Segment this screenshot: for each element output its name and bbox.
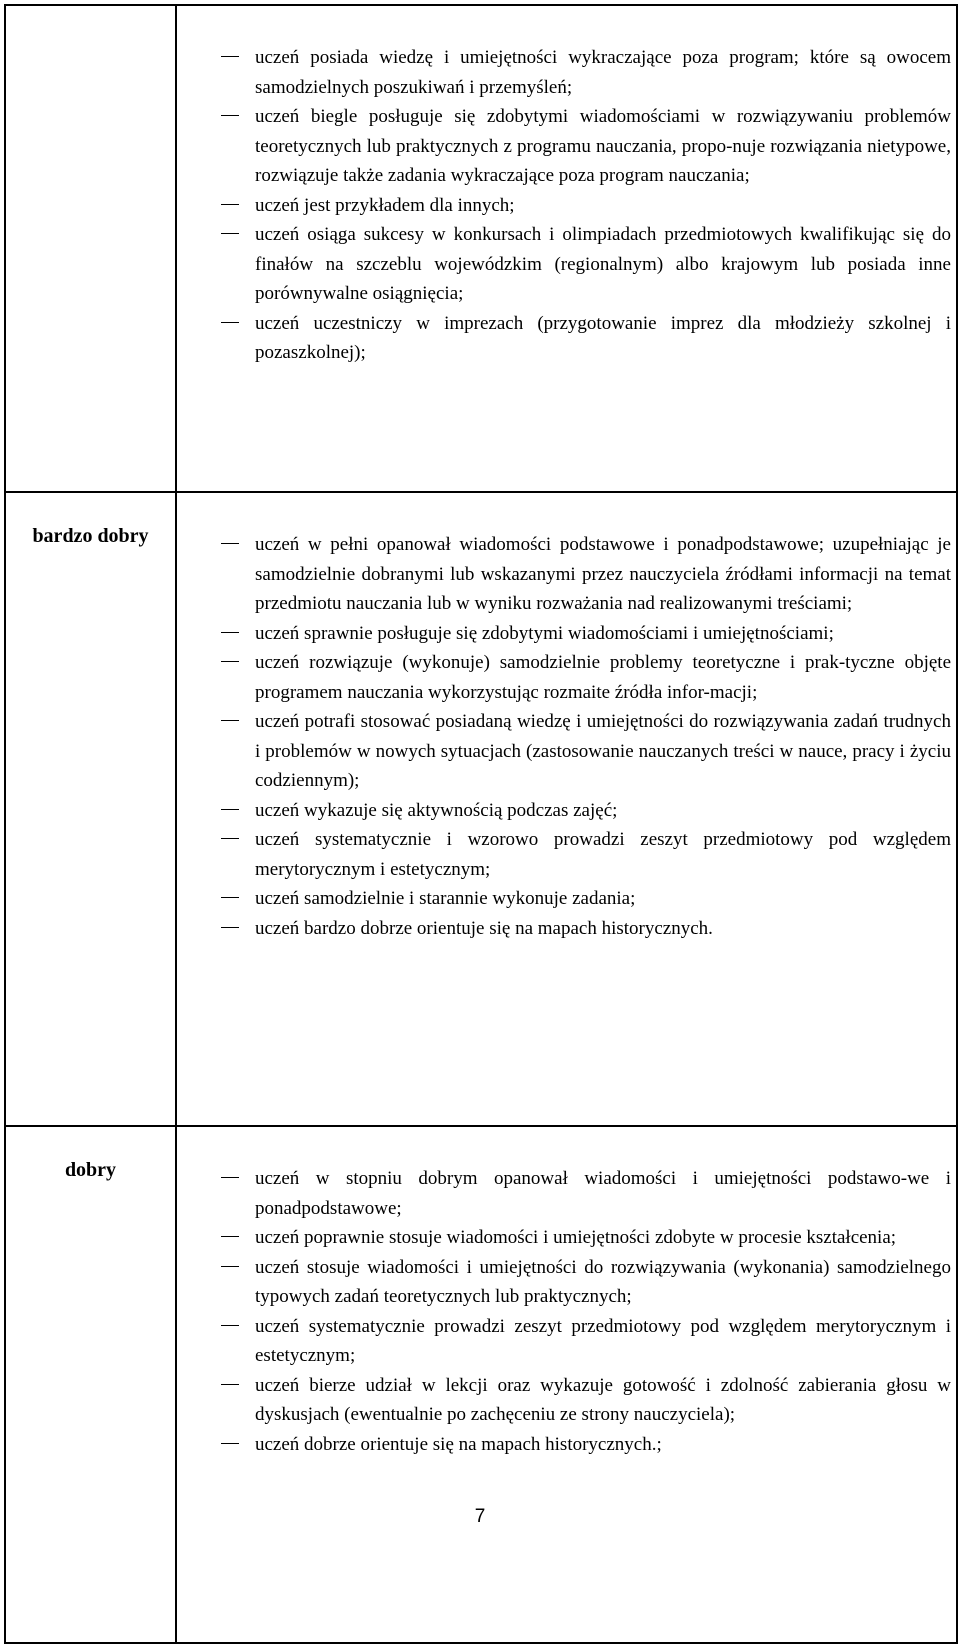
criteria-list xyxy=(177,530,951,943)
dash-bullet-icon xyxy=(221,530,239,560)
dash-bullet-icon xyxy=(221,825,239,855)
criteria-text: uczeń poprawnie stosuje wiadomości i umiejętności zdobyte w procesie kształcenia; xyxy=(255,1227,897,1248)
criteria-item xyxy=(177,1223,951,1253)
criteria-text: uczeń w pełni opanował wiadomości podstawowe i ponadpodstawowe; uzupełniając je samodzielnie dobranymi lub wskazanymi przez nauczyciela źródłami informacji na temat przedmiotu nauczania lub w wyniku rozważania nad realizowanymi treściami; xyxy=(255,534,951,614)
criteria-list xyxy=(177,1164,951,1459)
criteria-text: uczeń w stopniu dobrym opanował wiadomości i umiejętności podstawo-we i ponadpodstawowe; xyxy=(255,1168,951,1219)
criteria-item xyxy=(177,1371,951,1430)
dash-bullet-icon xyxy=(221,1430,239,1460)
criteria-item xyxy=(177,707,951,796)
criteria-item xyxy=(177,619,951,649)
criteria-text: uczeń bardzo dobrze orientuje się na mapach historycznych. xyxy=(255,917,713,939)
criteria-text: uczeń systematycznie i wzorowo prowadzi zeszyt przedmiotowy pod względem merytorycznym i estetycznym; xyxy=(255,829,951,880)
page-number: 7 xyxy=(474,1506,486,1527)
grade-row xyxy=(5,5,957,492)
grade-row xyxy=(5,492,957,1126)
dash-bullet-icon xyxy=(221,1164,239,1194)
criteria-text: uczeń stosuje wiadomości i umiejętności do rozwiązywania (wykonania) samodzielnego typowych zadań teoretycznych lub praktycznych; xyxy=(255,1256,951,1307)
dash-bullet-icon xyxy=(221,43,239,73)
criteria-item xyxy=(177,309,951,368)
criteria-item xyxy=(177,1164,951,1223)
criteria-list xyxy=(177,43,951,368)
criteria-cell xyxy=(176,5,957,492)
criteria-item xyxy=(177,825,951,884)
grade-criteria-table xyxy=(4,4,958,1644)
criteria-item xyxy=(177,102,951,191)
criteria-item xyxy=(177,796,951,826)
dash-bullet-icon xyxy=(221,1223,239,1253)
dash-bullet-icon xyxy=(221,102,239,132)
criteria-item xyxy=(177,191,951,221)
dash-bullet-icon xyxy=(221,1371,239,1401)
criteria-item xyxy=(177,1253,951,1312)
criteria-text: uczeń biegle posługuje się zdobytymi wiadomościami w rozwiązywaniu problemów teoretycznych lub praktycznych z programu nauczania, propo-nuje rozwiązania nietypowe, rozwiązuje także zadania wykraczające poza program nauczania; xyxy=(255,106,951,186)
criteria-text: uczeń posiada wiedzę i umiejętności wykraczające poza program; które są owocem samodzielnych poszukiwań i przemyśleń; xyxy=(255,47,951,98)
criteria-text: uczeń jest przykładem dla innych; xyxy=(255,194,515,216)
dash-bullet-icon xyxy=(221,707,239,737)
criteria-item xyxy=(177,530,951,619)
criteria-text: uczeń osiąga sukcesy w konkursach i olimpiadach przedmiotowych kwalifikując się do finałów na szczeblu wojewódzkim (regionalnym) albo krajowym lub posiada inne porównywalne osiągnięcia; xyxy=(255,224,951,304)
criteria-text: uczeń wykazuje się aktywnością podczas zajęć; xyxy=(255,799,618,821)
criteria-cell xyxy=(176,492,957,1126)
criteria-text: uczeń dobrze orientuje się na mapach historycznych.; xyxy=(255,1433,662,1455)
dash-bullet-icon xyxy=(221,648,239,678)
criteria-text: uczeń bierze udział w lekcji oraz wykazuje gotowość i zdolność zabierania głosu w dyskusjach (ewentualnie po zachęceniu ze strony nauczyciela); xyxy=(255,1374,951,1425)
criteria-text: uczeń uczestniczy w imprezach (przygotowanie imprez dla młodzieży szkolnej i pozaszkolnej); xyxy=(255,312,951,363)
criteria-item xyxy=(177,884,951,914)
grade-name: dobry xyxy=(5,1126,176,1643)
criteria-item xyxy=(177,220,951,309)
criteria-text: uczeń samodzielnie i starannie wykonuje zadania; xyxy=(255,888,636,909)
dash-bullet-icon xyxy=(221,884,239,914)
dash-bullet-icon xyxy=(221,309,239,339)
criteria-text: uczeń sprawnie posługuje się zdobytymi wiadomościami i umiejętnościami; xyxy=(255,622,834,644)
dash-bullet-icon xyxy=(221,914,239,944)
criteria-text: uczeń rozwiązuje (wykonuje) samodzielnie problemy teoretyczne i prak-tyczne objęte programem nauczania wykorzystując rozmaite źródła infor-macji; xyxy=(255,652,951,703)
criteria-item xyxy=(177,648,951,707)
dash-bullet-icon xyxy=(221,191,239,221)
grade-name: bardzo dobry xyxy=(5,492,176,1126)
criteria-text: uczeń potrafi stosować posiadaną wiedzę i umiejętności do rozwiązywania zadań trudnych i problemów w nowych sytuacjach (zastosowanie nauczanych treści w nauce, pracy i życiu codziennym); xyxy=(255,711,951,791)
criteria-item xyxy=(177,1430,951,1460)
dash-bullet-icon xyxy=(221,796,239,826)
criteria-text: uczeń systematycznie prowadzi zeszyt przedmiotowy pod względem merytorycznym i estetycznym; xyxy=(255,1315,951,1366)
dash-bullet-icon xyxy=(221,619,239,649)
criteria-item xyxy=(177,43,951,102)
criteria-item xyxy=(177,1312,951,1371)
criteria-item xyxy=(177,914,951,944)
dash-bullet-icon xyxy=(221,220,239,250)
grade-row xyxy=(5,1126,957,1643)
grade-name xyxy=(5,5,176,492)
dash-bullet-icon xyxy=(221,1312,239,1342)
dash-bullet-icon xyxy=(221,1253,239,1283)
criteria-cell xyxy=(176,1126,957,1643)
